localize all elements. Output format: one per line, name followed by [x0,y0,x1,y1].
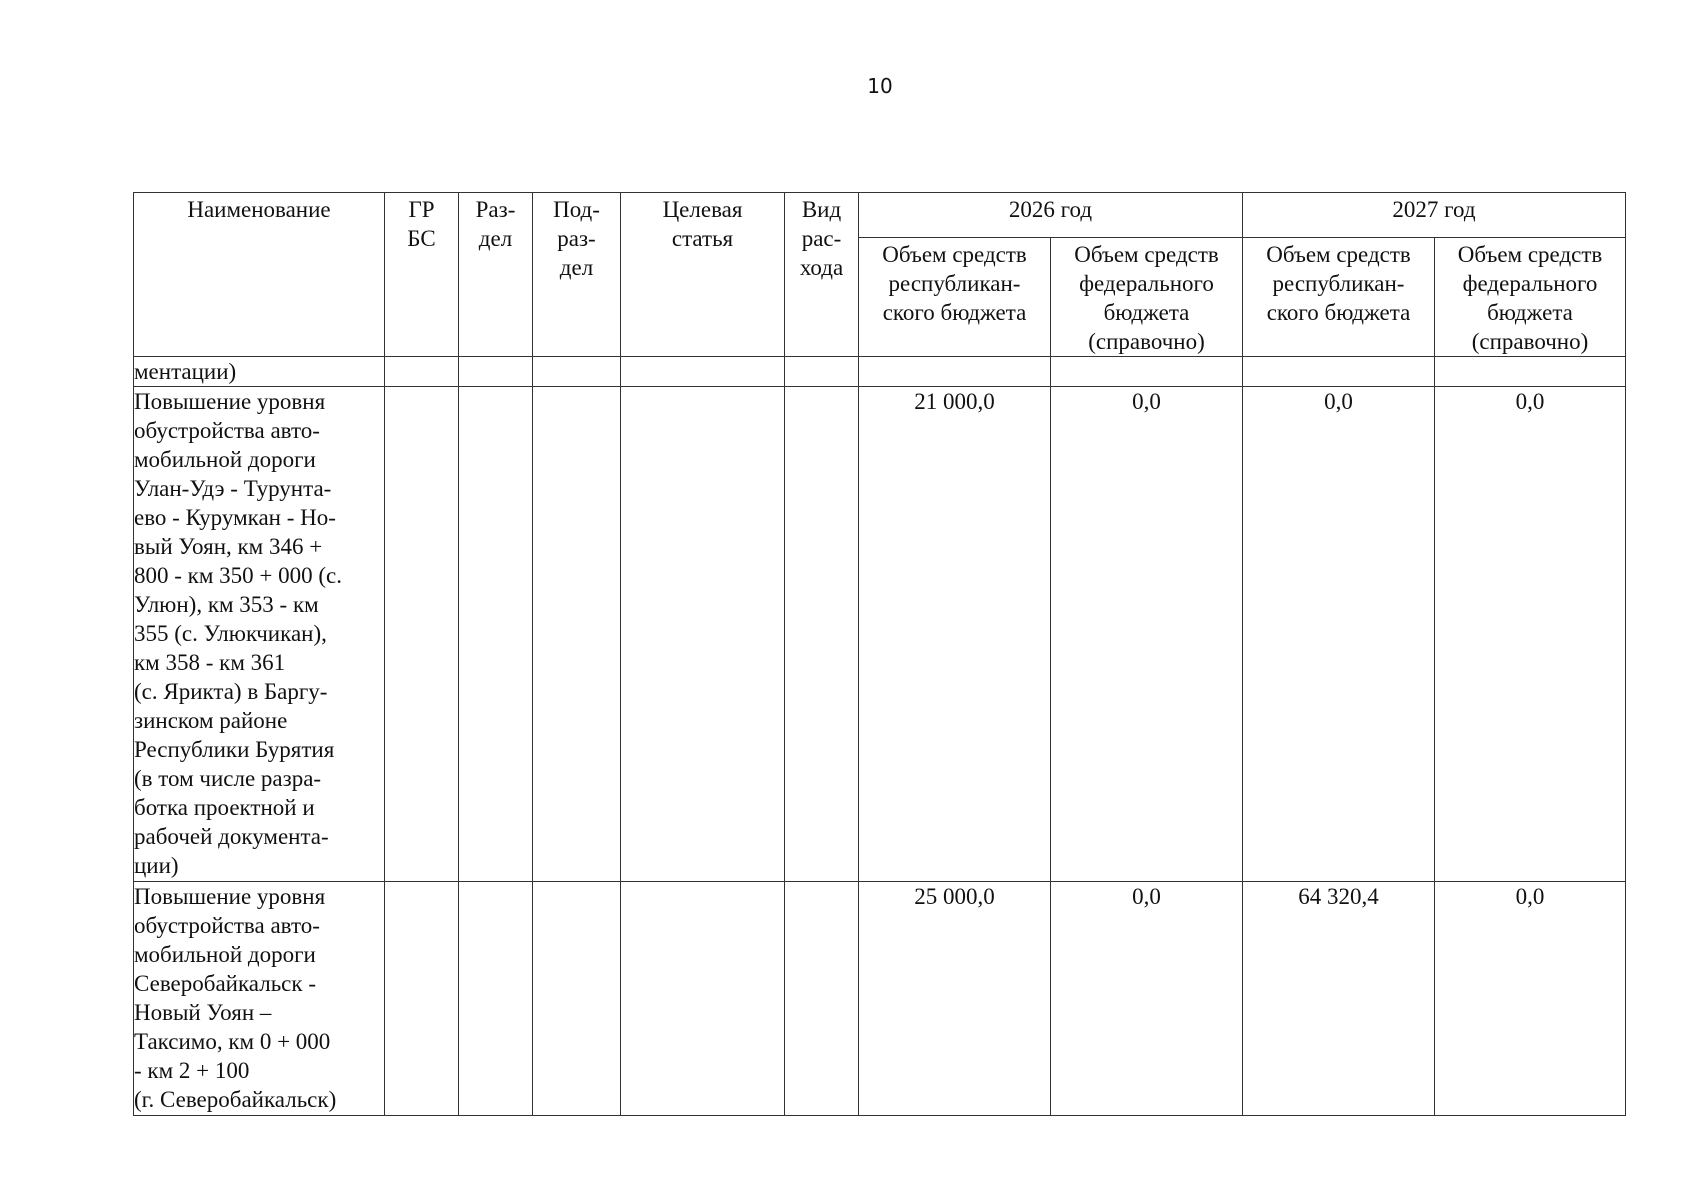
header-federal-2027: Объем средств федерального бюджета (справочно) [1435,238,1626,357]
table-header [134,193,1626,357]
cell-federal-2027: 0,0 [1435,882,1626,1116]
cell-subsection [533,357,621,387]
row-name: Повышение уровня обустройства авто- мобильной дороги Улан-Удэ - Турунта- ево - Курумкан - Но- вый Уоян, км 346 + 800 - км 350 + 000 (с. Улюн), км 353 - км 355 (с. Улюкчикан), км 358 - км 361 (с. Ярикта) в Баргу- зинском районе Республики Бурятия (в том числе разра- ботка проектной и рабочей документа- ции) [134,387,385,882]
cell-federal-2026: 0,0 [1051,882,1243,1116]
cell-expense-type [785,387,859,882]
table-row [134,882,1626,1116]
cell-republican-2027 [1243,357,1435,387]
cell-republican-2026: 25 000,0 [859,882,1051,1116]
table-row [134,357,1626,387]
header-name: Наименование [134,193,385,357]
cell-section [459,357,533,387]
cell-subsection [533,387,621,882]
cell-target [621,387,785,882]
cell-grbs [385,357,459,387]
cell-expense-type [785,882,859,1116]
cell-federal-2026: 0,0 [1051,387,1243,882]
budget-table [133,192,1626,1116]
header-republican-2027: Объем средств республикан- ского бюджета [1243,238,1435,357]
cell-section [459,387,533,882]
row-name: Повышение уровня обустройства авто- мобильной дороги Северобайкальск - Новый Уоян – Таксимо, км 0 + 000 - км 2 + 100 (г. Северобайкальск) [134,882,385,1116]
cell-target [621,882,785,1116]
header-year-2027: 2027 год [1243,193,1626,238]
header-grbs: ГР БС [385,193,459,357]
row-name: ментации) [134,357,385,387]
header-section: Раз- дел [459,193,533,357]
cell-federal-2027: 0,0 [1435,387,1626,882]
header-federal-2026: Объем средств федерального бюджета (справочно) [1051,238,1243,357]
cell-grbs [385,882,459,1116]
cell-expense-type [785,357,859,387]
cell-republican-2026: 21 000,0 [859,387,1051,882]
cell-federal-2026 [1051,357,1243,387]
cell-subsection [533,882,621,1116]
header-republican-2026: Объем средств республикан- ского бюджета [859,238,1051,357]
cell-republican-2026 [859,357,1051,387]
header-expense-type: Вид рас- хода [785,193,859,357]
cell-republican-2027: 0,0 [1243,387,1435,882]
cell-grbs [385,387,459,882]
page-number: 10 [867,74,893,98]
cell-republican-2027: 64 320,4 [1243,882,1435,1116]
cell-federal-2027 [1435,357,1626,387]
table-row [134,387,1626,882]
cell-target [621,357,785,387]
header-year-2026: 2026 год [859,193,1243,238]
header-subsection: Под- раз- дел [533,193,621,357]
cell-section [459,882,533,1116]
header-target-article: Целевая статья [621,193,785,357]
